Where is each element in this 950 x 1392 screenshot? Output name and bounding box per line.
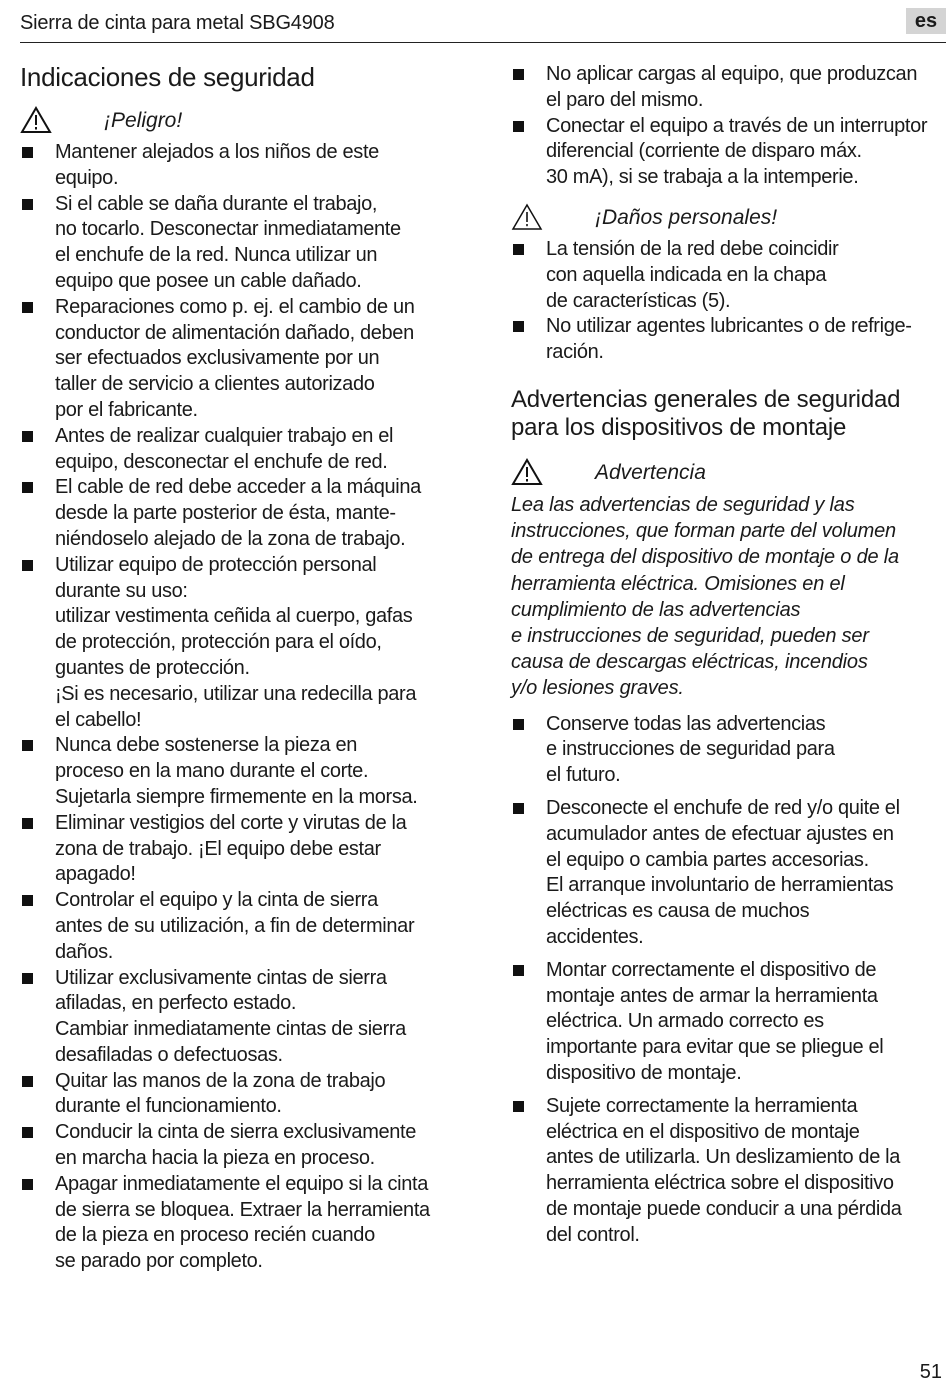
list-item-line: Sujete correctamente la herramienta <box>546 1094 858 1117</box>
list-item <box>20 811 460 888</box>
list-item <box>20 888 460 965</box>
list-item <box>511 712 943 789</box>
list-item-line: por el fabricante. <box>55 398 198 421</box>
square-bullet-icon <box>22 740 33 751</box>
square-bullet-icon <box>22 482 33 493</box>
list-item-line: niéndoselo alejado de la zona de trabajo. <box>55 527 406 550</box>
warning-paragraph-line: y/o lesiones graves. <box>511 677 684 700</box>
list-item-line: de características (5). <box>546 289 731 312</box>
square-bullet-icon <box>513 121 524 132</box>
right-safety-list-mid <box>511 237 943 366</box>
square-bullet-icon <box>513 965 524 976</box>
list-item-line: de protección, protección para el oído, <box>55 631 382 654</box>
list-item-line: del control. <box>546 1223 640 1246</box>
list-item-line: el enchufe de la red. Nunca utilizar un <box>55 244 378 267</box>
square-bullet-icon <box>22 973 33 984</box>
list-item-line: El cable de red debe acceder a la máquina <box>55 476 421 499</box>
list-item-line: de la pieza en proceso recién cuando <box>55 1224 375 1247</box>
warning-paragraph-line: cumplimiento de las advertencias <box>511 598 801 621</box>
list-item-line: ración. <box>546 341 604 364</box>
list-item-line: Cambiar inmediatamente cintas de sierra <box>55 1018 406 1041</box>
list-item-line: equipo. <box>55 166 119 189</box>
list-item-line: daños. <box>55 940 113 963</box>
warning-paragraph-line: instrucciones, que forman parte del volumen <box>511 520 896 543</box>
list-item-line: zona de trabajo. ¡El equipo debe estar <box>55 837 381 860</box>
list-item-line: El arranque involuntario de herramientas <box>546 874 894 897</box>
list-item <box>20 295 460 424</box>
right-safety-list-top <box>511 62 943 191</box>
list-item-line: eléctrica en el dispositivo de montaje <box>546 1120 860 1143</box>
list-item-line: el equipo o cambia partes accesorias. <box>546 848 869 871</box>
heading-line: Advertencias generales de seguridad <box>511 385 901 413</box>
list-item-line: eléctrica. Un armado correcto es <box>546 1010 824 1033</box>
list-item <box>20 733 460 810</box>
warning-personal-injury <box>511 201 943 235</box>
square-bullet-icon <box>22 895 33 906</box>
warning-label: Advertencia <box>595 460 706 484</box>
list-item <box>20 1120 460 1172</box>
list-item-line: Si el cable se daña durante el trabajo, <box>55 192 378 215</box>
right-safety-list-bottom <box>511 712 943 1249</box>
square-bullet-icon <box>513 321 524 332</box>
list-item-line: herramienta eléctrica sobre el dispositivo <box>546 1172 894 1195</box>
square-bullet-icon <box>513 1101 524 1112</box>
list-item-line: el paro del mismo. <box>546 88 704 111</box>
warning-paragraph-line: causa de descargas eléctricas, incendios <box>511 651 868 674</box>
list-item-line: diferencial (corriente de disparo máx. <box>546 140 862 163</box>
list-item-line: con aquella indicada en la chapa <box>546 263 827 286</box>
list-item-line: ¡Si es necesario, utilizar una redecilla para <box>55 682 417 705</box>
list-item-line: apagado! <box>55 863 136 886</box>
list-item-line: de montaje puede conducir a una pérdida <box>546 1197 902 1220</box>
list-item-line: proceso en la mano durante el corte. <box>55 760 369 783</box>
square-bullet-icon <box>22 560 33 571</box>
warning-paragraph-line: e instrucciones de seguridad, pueden ser <box>511 624 869 647</box>
list-item <box>511 796 943 951</box>
list-item-line: importante para evitar que se pliegue el <box>546 1036 884 1059</box>
list-item-line: en marcha hacia la pieza en proceso. <box>55 1147 375 1170</box>
list-item-line: desafiladas o defectuosas. <box>55 1043 283 1066</box>
warning-label: ¡Daños personales! <box>595 205 778 229</box>
square-bullet-icon <box>22 147 33 158</box>
list-item <box>20 1069 460 1121</box>
list-item-line: conductor de alimentación dañado, deben <box>55 321 414 344</box>
list-item <box>20 140 460 192</box>
list-item-line: Montar correctamente el dispositivo de <box>546 958 877 981</box>
square-bullet-icon <box>22 1127 33 1138</box>
square-bullet-icon <box>22 302 33 313</box>
warning-paragraph-line: de entrega del dispositivo de montaje o de la <box>511 546 899 569</box>
list-item-line: accidentes. <box>546 925 644 948</box>
list-item-line: Apagar inmediatamente el equipo si la cinta <box>55 1172 428 1195</box>
list-item-line: taller de servicio a clientes autorizado <box>55 373 375 396</box>
square-bullet-icon <box>513 719 524 730</box>
list-item-line: Utilizar equipo de protección personal <box>55 553 377 576</box>
list-item-line: durante el funcionamiento. <box>55 1095 282 1118</box>
list-item <box>511 1094 943 1249</box>
list-item-line: Conectar el equipo a través de un interruptor <box>546 114 928 137</box>
list-item <box>511 237 943 314</box>
right-column <box>511 62 943 1256</box>
list-item <box>20 1172 460 1275</box>
list-item <box>511 958 943 1087</box>
list-item-line: el cabello! <box>55 708 142 731</box>
list-item-line: Reparaciones como p. ej. el cambio de un <box>55 295 415 318</box>
square-bullet-icon <box>22 1179 33 1190</box>
list-item <box>20 966 460 1069</box>
list-item-line: No utilizar agentes lubricantes o de refrige- <box>546 315 912 338</box>
left-safety-list <box>20 140 460 1275</box>
list-item-line: ser efectuados exclusivamente por un <box>55 347 380 370</box>
list-item-line: de sierra se bloquea. Extraer la herramienta <box>55 1198 430 1221</box>
list-item <box>20 553 460 734</box>
list-item-line: afiladas, en perfecto estado. <box>55 992 297 1015</box>
list-item-line: Conserve todas las advertencias <box>546 712 826 735</box>
square-bullet-icon <box>22 818 33 829</box>
list-item-line: Mantener alejados a los niños de este <box>55 141 379 163</box>
list-item-line: Antes de realizar cualquier trabajo en el <box>55 424 394 447</box>
square-bullet-icon <box>22 1076 33 1087</box>
warning-danger <box>20 104 460 138</box>
warning-paragraph-line: Lea las advertencias de seguridad y las <box>511 493 855 516</box>
list-item-line: guantes de protección. <box>55 656 250 679</box>
list-item <box>511 62 943 114</box>
list-item-line: La tensión de la red debe coincidir <box>546 237 839 260</box>
list-item <box>20 424 460 476</box>
warning-label: ¡Peligro! <box>104 109 183 132</box>
list-item-line: desde la parte posterior de ésta, mante- <box>55 502 396 525</box>
square-bullet-icon <box>22 431 33 442</box>
list-item-line: Conducir la cinta de sierra exclusivamente <box>55 1121 417 1144</box>
list-item-line: el futuro. <box>546 764 621 787</box>
section-heading-safety: Indicaciones de seguridad <box>20 62 315 92</box>
warning-triangle-icon <box>20 106 52 134</box>
list-item-line: Quitar las manos de la zona de trabajo <box>55 1069 386 1092</box>
list-item-line: se parado por completo. <box>55 1250 263 1273</box>
list-item <box>20 192 460 295</box>
square-bullet-icon <box>513 69 524 80</box>
left-column <box>20 60 460 1275</box>
list-item <box>20 475 460 552</box>
list-item-line: montaje antes de armar la herramienta <box>546 984 878 1007</box>
list-item-line: Desconecte el enchufe de red y/o quite el <box>546 796 900 819</box>
square-bullet-icon <box>513 803 524 814</box>
warning-triangle-icon <box>511 458 543 486</box>
list-item-line: durante su uso: <box>55 579 188 602</box>
list-item-line: 30 mA), si se trabaja a la intemperie. <box>546 166 859 189</box>
list-item-line: acumulador antes de efectuar ajustes en <box>546 822 894 845</box>
warning-triangle-icon <box>511 203 543 231</box>
list-item-line: antes de utilizarla. Un deslizamiento de la <box>546 1146 901 1169</box>
warning-advertencia <box>511 456 943 490</box>
list-item-line: equipo, desconectar el enchufe de red. <box>55 450 388 473</box>
warning-paragraph <box>511 492 943 702</box>
square-bullet-icon <box>513 244 524 255</box>
list-item-line: utilizar vestimenta ceñida al cuerpo, gafas <box>55 605 413 628</box>
warning-paragraph-line: herramienta eléctrica. Omisiones en el <box>511 572 845 595</box>
list-item-line: Sujetarla siempre firmemente en la morsa. <box>55 785 418 808</box>
section-heading-mounting <box>511 386 943 442</box>
list-item <box>511 314 943 366</box>
page-number: 51 <box>919 1361 942 1383</box>
list-item-line: e instrucciones de seguridad para <box>546 738 835 761</box>
list-item-line: Utilizar exclusivamente cintas de sierra <box>55 966 387 989</box>
list-item-line: Controlar el equipo y la cinta de sierra <box>55 889 378 912</box>
list-item-line: eléctricas es causa de muchos <box>546 900 810 923</box>
heading-line: para los dispositivos de montaje <box>511 413 847 441</box>
list-item-line: Nunca debe sostenerse la pieza en <box>55 734 357 757</box>
document-title: Sierra de cinta para metal SBG4908 <box>20 12 335 34</box>
list-item-line: Eliminar vestigios del corte y virutas de la <box>55 811 407 834</box>
page-header <box>20 0 946 43</box>
list-item-line: antes de su utilización, a fin de determinar <box>55 914 415 937</box>
language-badge: es <box>906 8 946 34</box>
list-item-line: No aplicar cargas al equipo, que produzcan <box>546 63 918 85</box>
list-item-line: dispositivo de montaje. <box>546 1061 742 1084</box>
list-item-line: equipo que posee un cable dañado. <box>55 269 362 292</box>
list-item <box>511 114 943 191</box>
list-item-line: no tocarlo. Desconectar inmediatamente <box>55 218 401 241</box>
square-bullet-icon <box>22 199 33 210</box>
